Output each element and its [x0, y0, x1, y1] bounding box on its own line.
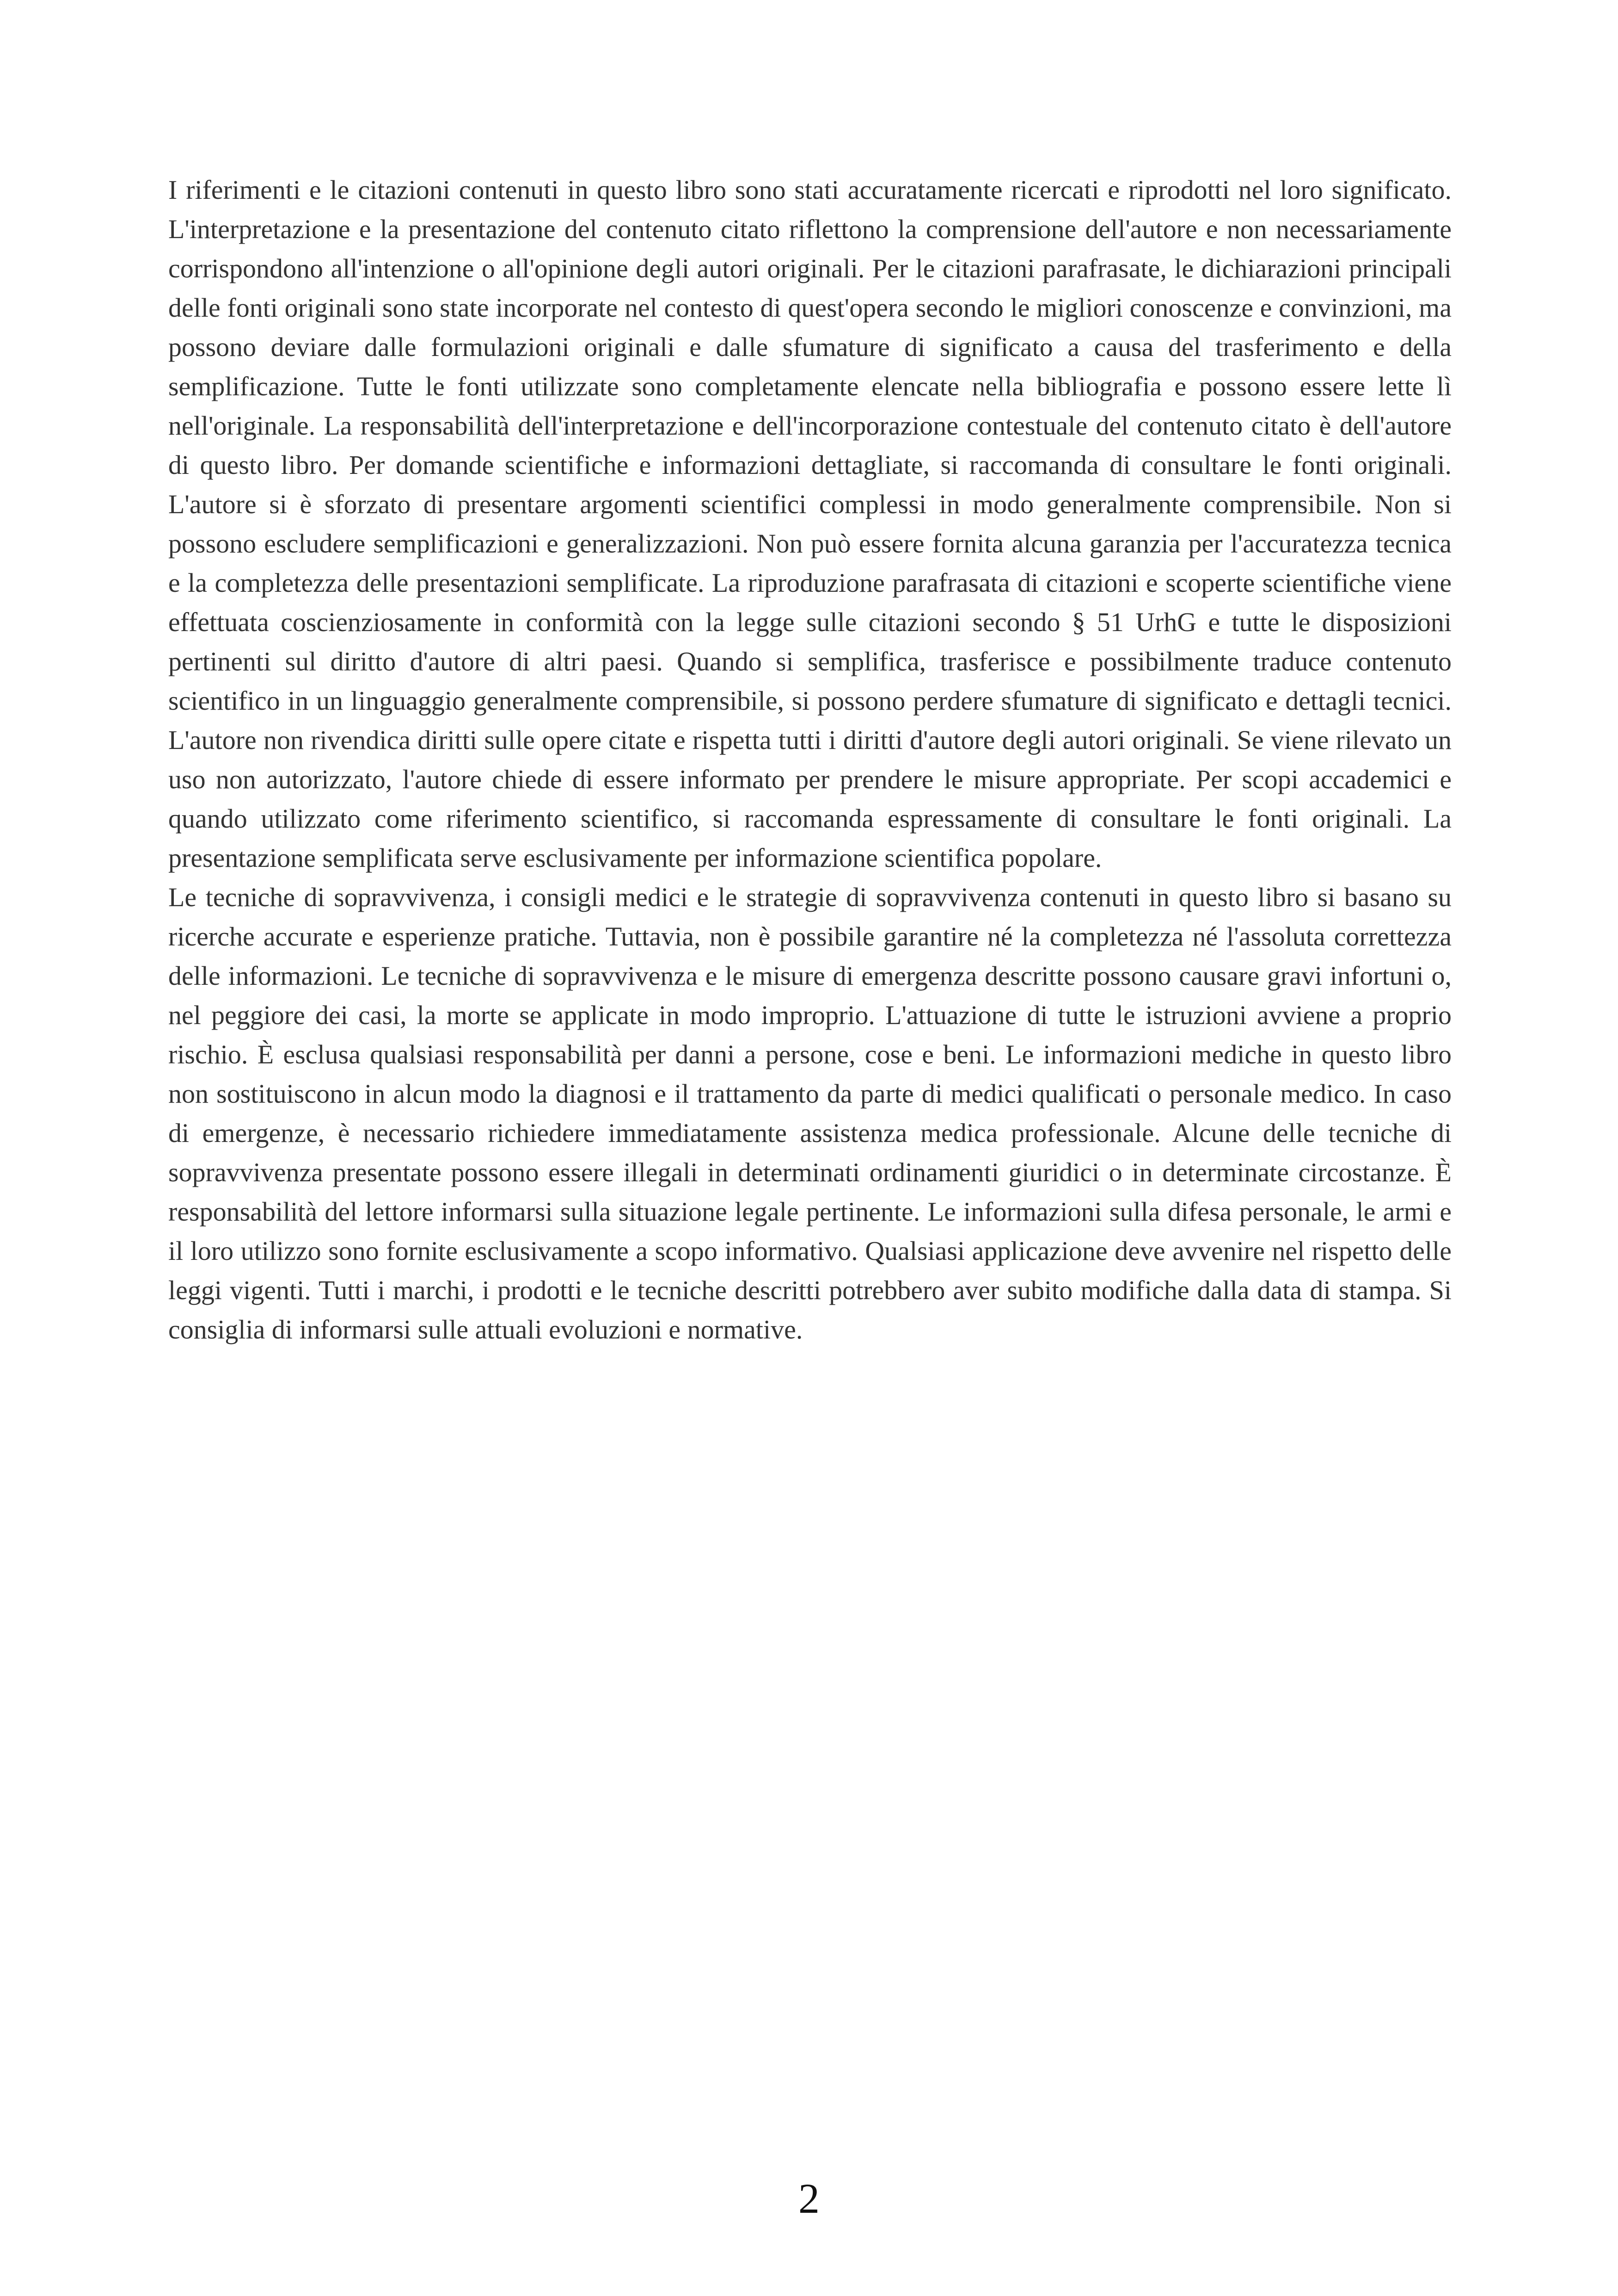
page-number: 2 — [798, 2175, 820, 2222]
disclaimer-paragraph-survival: Le tecniche di sopravvivenza, i consigli medici e le strategie di sopravvivenza contenuti in questo libro si basano su ricerche accurate e esperienze pratiche. Tuttavia, non è possibile garantire né la completezza né l'assoluta correttezza delle informazioni. Le tecniche di sopravvivenza e le misure di emergenza descritte possono causare gravi infortuni o, nel peggiore dei casi, la morte se applicate in modo improprio. L'attuazione di tutte le istruzioni avviene a proprio rischio. È esclusa qualsiasi responsabilità per danni a persone, cose e beni. Le informazioni mediche in questo libro non sostituiscono in alcun modo la diagnosi e il trattamento da parte di medici qualificati o personale medico. In caso di emergenze, è necessario richiedere immediatamente assistenza medica professionale. Alcune delle tecniche di sopravvivenza presentate possono essere illegali in determinati ordinamenti giuridici o in determinate circostanze. È responsabilità del lettore informarsi sulla situazione legale pertinente. Le informazioni sulla difesa personale, le armi e il loro utilizzo sono fornite esclusivamente a scopo informativo. Qualsiasi applicazione deve avvenire nel rispetto delle leggi vigenti. Tutti i marchi, i prodotti e le tecniche descritti potrebbero aver subito modifiche dalla data di stampa. Si consiglia di informarsi sulle attuali evoluzioni e normative. — [168, 882, 1452, 1344]
disclaimer-paragraph-citations: I riferimenti e le citazioni contenuti in questo libro sono stati accuratamente ricercati e riprodotti nel loro significato. L'interpretazione e la presentazione del contenuto citato riflettono la comprensione dell'autore e non necessariamente corrispondono all'intenzione o all'opinione degli autori originali. Per le citazioni parafrasate, le dichiarazioni principali delle fonti originali sono state incorporate nel contesto di quest'opera secondo le migliori conoscenze e convinzioni, ma possono deviare dalle formulazioni originali e dalle sfumature di significato a causa del trasferimento e della semplificazione. Tutte le fonti utilizzate sono completamente elencate nella bibliografia e possono essere lette lì nell'originale. La responsabilità dell'interpretazione e dell'incorporazione contestuale del contenuto citato è dell'autore di questo libro. Per domande scientifiche e informazioni dettagliate, si raccomanda di consultare le fonti originali. L'autore si è sforzato di presentare argomenti scientifici complessi in modo generalmente comprensibile. Non si possono escludere semplificazioni e generalizzazioni. Non può essere fornita alcuna garanzia per l'accuratezza tecnica e la completezza delle presentazioni semplificate. La riproduzione parafrasata di citazioni e scoperte scientifiche viene effettuata coscienziosamente in conformità con la legge sulle citazioni secondo § 51 UrhG e tutte le disposizioni pertinenti sul diritto d'autore di altri paesi. Quando si semplifica, trasferisce e possibilmente traduce contenuto scientifico in un linguaggio generalmente comprensibile, si possono perdere sfumature di significato e dettagli tecnici. L'autore non rivendica diritti sulle opere citate e rispetta tutti i diritti d'autore degli autori originali. Se viene rilevato un uso non autorizzato, l'autore chiede di essere informato per prendere le misure appropriate. Per scopi accademici e quando utilizzato come riferimento scientifico, si raccomanda espressamente di consultare le fonti originali. La presentazione semplificata serve esclusivamente per informazione scientifica popolare. — [168, 175, 1452, 873]
body-text — [168, 170, 1452, 1349]
